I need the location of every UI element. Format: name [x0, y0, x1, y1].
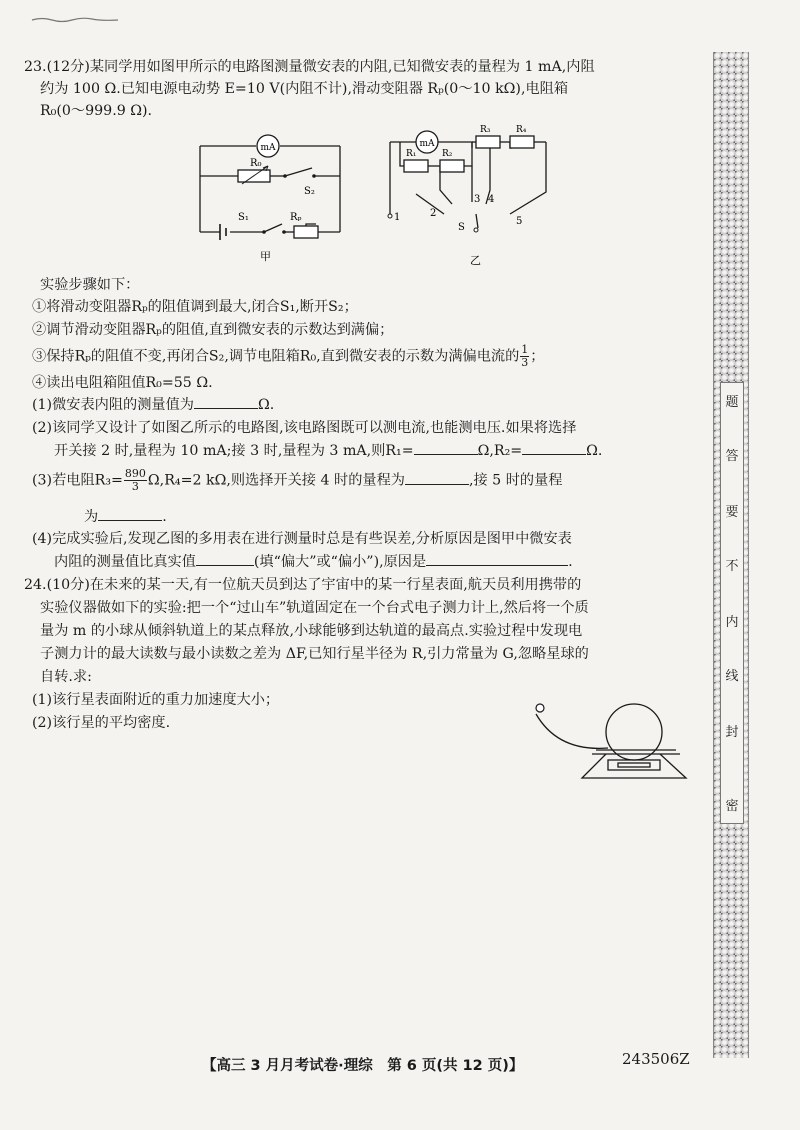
part-2-line-2: [54, 440, 602, 462]
part-1-unit: Ω.: [257, 397, 275, 413]
step-1: ①将滑动变阻器Rₚ的阻值调到最大,闭合S₁,断开S₂；: [32, 299, 358, 315]
rheostat-rp: [294, 226, 318, 238]
q24-line-4: 子测力计的最大读数与最小读数之差为 ΔF,已知行星半径为 R,引力常量为 G,忽略星球的: [40, 646, 589, 662]
step-2: ②调节滑动变阻器Rₚ的阻值,直到微安表的示数达到满偏；: [32, 322, 394, 338]
part-4-line-2: [54, 551, 573, 573]
meter-label-jia: mA: [260, 143, 276, 153]
terminal-1: 1: [394, 212, 401, 223]
q23-line-2: 约为 100 Ω.已知电源电动势 E=10 V(内阻不计),滑动变阻器 Rₚ(0～10 kΩ),电阻箱: [40, 81, 569, 97]
part-3-line-2: [84, 506, 167, 528]
caption-yi: 乙: [470, 254, 481, 267]
step-3-fraction: [520, 344, 529, 369]
step-3-end: ；: [530, 348, 545, 365]
part-3-num: 890: [124, 467, 146, 480]
answer-blank-r1[interactable]: [414, 440, 478, 455]
seal-char-bu: 不: [725, 559, 739, 574]
label-r1: R₁: [406, 149, 417, 159]
part-1-text: (1)微安表内阻的测量值为: [32, 397, 194, 413]
part-2-unit: Ω.: [586, 443, 603, 459]
q24-part-2: (2)该行星的平均密度.: [32, 715, 171, 731]
seal-line-strip: [720, 382, 744, 824]
seal-char-da: 答: [725, 449, 739, 464]
steps-title: 实验步骤如下：: [40, 277, 140, 293]
step-3-num: 1: [521, 343, 529, 356]
step-3: [32, 344, 545, 369]
step-3-den: 3: [521, 356, 529, 369]
terminal-5: 5: [516, 216, 523, 227]
answer-blank-reason[interactable]: [426, 551, 568, 566]
seal-char-mi: 密: [725, 799, 739, 814]
q24-part-1: (1)该行星表面附近的重力加速度大小；: [32, 692, 280, 708]
part-3-fraction: [124, 468, 147, 493]
label-r4: R₄: [516, 125, 527, 135]
label-r0: R₀: [250, 158, 262, 169]
label-s2: S₂: [304, 186, 315, 197]
seal-char-ti: 题: [725, 395, 739, 410]
part-3-text: (3)若电阻R₃=: [32, 472, 123, 489]
resistor-r2: [440, 160, 464, 172]
battery-symbol: [220, 224, 226, 240]
part-1: [32, 394, 274, 416]
part-3-line-1: [32, 468, 562, 493]
paper-code: 243506Z: [622, 1050, 690, 1068]
label-selector-s: S: [458, 222, 465, 233]
answer-blank-1[interactable]: [194, 394, 258, 409]
seal-char-nei: 内: [725, 615, 739, 630]
terminal-2: 2: [430, 208, 437, 219]
label-r3: R₃: [480, 125, 491, 135]
answer-blank-4[interactable]: [405, 470, 469, 485]
part-2-text: 开关接 2 时,量程为 10 mA;接 3 时,量程为 3 mA,则R₁=: [54, 443, 414, 459]
answer-blank-r2[interactable]: [522, 440, 586, 455]
circuit-diagram-yi: [380, 120, 560, 270]
caption-jia: 甲: [260, 250, 271, 263]
step-4: ④读出电阻箱阻值R₀=55 Ω.: [32, 375, 213, 391]
q24-line-1: 24.(10分)在未来的某一天,有一位航天员到达了宇宙中的某一行星表面,航天员利用携带的: [24, 577, 582, 593]
part-2-line-1: (2)该同学又设计了如图乙所示的电路图,该电路图既可以测电流,也能测电压.如果将选择: [32, 420, 577, 436]
label-r2: R₂: [442, 149, 453, 159]
part-3-tail: ,接 5 时的量程: [468, 472, 563, 489]
part-2-mid: Ω,R₂=: [477, 443, 523, 459]
part-4-mid: (填“偏大”或“偏小”),原因是: [253, 554, 427, 570]
q24-line-5: 自转.求:: [40, 669, 92, 685]
step-3-text: ③保持Rₚ的阻值不变,再闭合S₂,调节电阻箱R₀,直到微安表的示数为满偏电流的: [32, 348, 520, 365]
label-s1: S₁: [238, 212, 249, 223]
part-4-line-1: (4)完成实验后,发现乙图的多用表在进行测量时总是有些误差,分析原因是图甲中微安表: [32, 531, 572, 547]
circuit-diagram-jia: [190, 124, 350, 264]
seal-char-yao: 要: [725, 505, 739, 520]
part-3-mid: Ω,R₄=2 kΩ,则选择开关接 4 时的量程为: [147, 472, 405, 489]
resistor-r3: [476, 136, 500, 148]
seal-char-xian: 线: [725, 669, 739, 684]
terminal-3: 3: [474, 194, 481, 205]
part-3-wei: 为: [84, 509, 99, 525]
seal-char-feng: 封: [725, 725, 739, 740]
part-4-end: .: [568, 554, 573, 570]
roller-coaster-figure: [528, 688, 698, 788]
page-footer: 【高三 3 月月考试卷·理综 第 6 页(共 12 页)】: [202, 1058, 524, 1074]
top-scribble: [30, 14, 120, 24]
q23-line-3: R₀(0～999.9 Ω).: [40, 103, 153, 119]
part-3-end: .: [162, 509, 167, 525]
terminal-4: 4: [488, 194, 495, 205]
label-rp: Rₚ: [290, 212, 302, 223]
part-4-text: 内阻的测量值比真实值: [54, 554, 196, 570]
resistor-r1: [404, 160, 428, 172]
resistor-r4: [510, 136, 534, 148]
q23-line-1: 23.(12分)某同学用如图甲所示的电路图测量微安表的内阻,已知微安表的量程为 1 mA,内阻: [24, 59, 595, 75]
q24-line-3: 量为 m 的小球从倾斜轨道上的某点释放,小球能够到达轨道的最高点.实验过程中发现电: [40, 623, 583, 639]
answer-blank-bias[interactable]: [196, 551, 254, 566]
answer-blank-5[interactable]: [98, 506, 162, 521]
ball: [536, 704, 544, 712]
meter-label-yi: mA: [419, 139, 435, 149]
q24-line-2: 实验仪器做如下的实验:把一个“过山车”轨道固定在一个台式电子测力计上,然后将一个质: [40, 600, 589, 616]
part-3-den: 3: [131, 480, 139, 493]
